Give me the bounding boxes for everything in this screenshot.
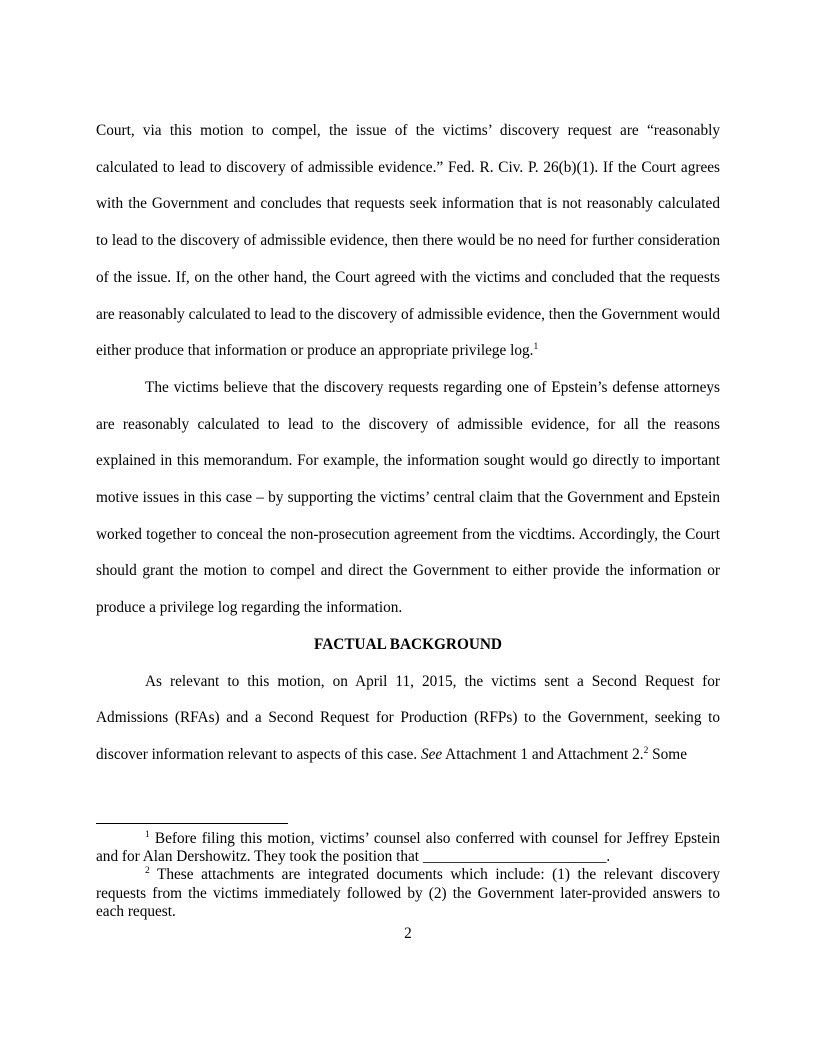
paragraph-text: The victims believe that the discovery requests regarding one of Epstein’s defense attorneys are reasonably calculated to lead to the discovery of admissible evidence, for all the reasons explained in this memorandum. For example, the information sought would go directly to important motive issues in this case – by supporting the victims’ central claim that the Government and Epstein worked together to conceal the non-prosecution agreement from the vicdtims. Accordingly, the Court should grant the motion to compel and direct the Government to either provide the information or produce a privilege log regarding the information. (96, 378, 720, 617)
document-body (96, 113, 720, 774)
footnote-text: These attachments are integrated documents which include: (1) the relevant discovery requests from the victims immediately followed by (2) the Government later-provided answers to each request. (96, 866, 720, 920)
footnote-reference[interactable]: 2 (643, 745, 649, 756)
footnote-number: 2 (145, 866, 150, 877)
paragraph-text: Some (648, 745, 687, 763)
footnote-2 (96, 866, 720, 921)
paragraph-text: Attachment 1 and Attachment 2. (442, 745, 644, 763)
paragraph-motion-to-compel (96, 113, 720, 370)
footnotes (96, 830, 720, 921)
footnote-number: 1 (145, 830, 150, 840)
footnote-1 (96, 830, 720, 866)
paragraph-text: Court, via this motion to compel, the issue of the victims’ discovery request are “reasonably calculated to lead to discovery of admissible evidence.” Fed. R. Civ. P. 26(b)(1). If the Court agrees with the Government and concludes that requests seek information that is not reasonably calculated to lead to the discovery of admissible evidence, then there would be no need for further consideration of the issue. If, on the other hand, the Court agreed with the victims and concluded that the requests are reasonably calculated to lead to the discovery of admissible evidence, then the Government would either produce that information or produce an appropriate privilege log. (96, 122, 720, 360)
page-number: 2 (404, 925, 412, 942)
paragraph-factual-background (96, 664, 720, 774)
footnote-separator (96, 823, 288, 824)
citation-signal: See (420, 745, 443, 763)
section-heading: FACTUAL BACKGROUND (314, 635, 502, 653)
paragraph-text: As relevant to this motion, on April 11, 2015, the victims sent a Second Request for Admissions (RFAs) and a Second Request for Production (RFPs) to the Government, seeking to discover information relevant to aspects of this case. (96, 672, 720, 763)
footnote-text: Before filing this motion, victims’ counsel also conferred with counsel for Jeffrey Epstein and for Alan Dershowitz. They took the position that ________________________. (96, 830, 720, 866)
footnote-reference[interactable]: 1 (533, 342, 539, 353)
paragraph-victims-belief (96, 370, 720, 627)
